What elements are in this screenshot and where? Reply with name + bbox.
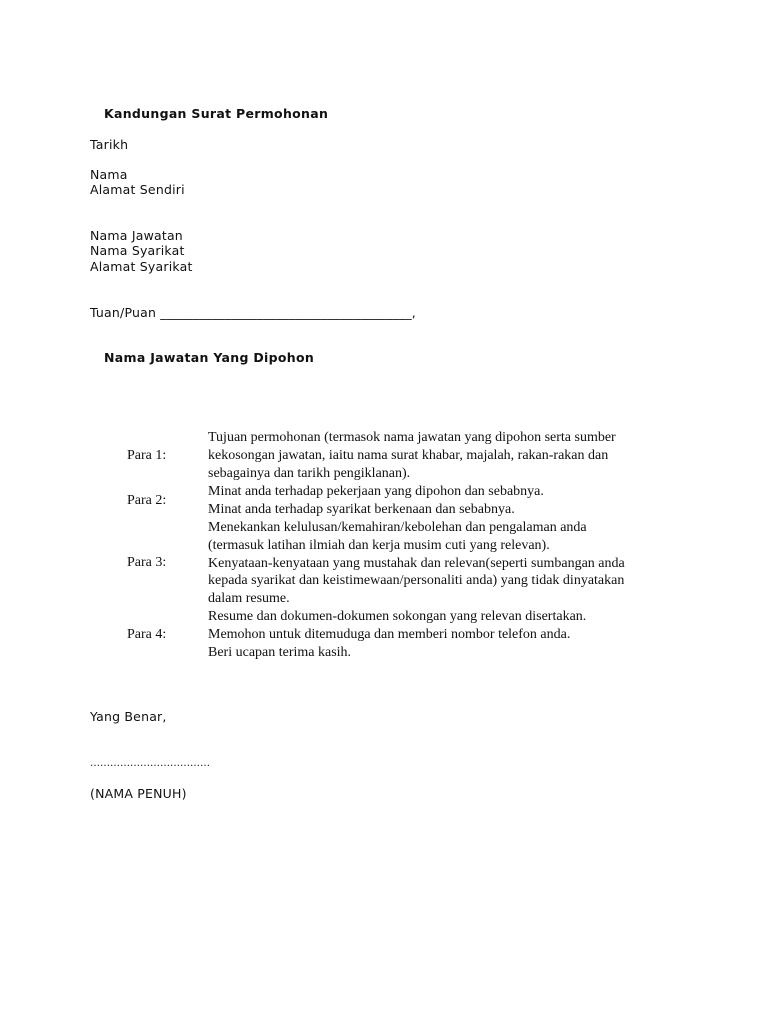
recipient-position-label: Nama Jawatan [90, 228, 183, 243]
para-3-line-5: dalam resume. [208, 591, 290, 607]
para-4-line-2: Memohon untuk ditemuduga dan memberi nombor telefon anda. [208, 626, 571, 642]
para-2-label: Para 2: [127, 493, 167, 508]
para-2-line-1: Minat anda terhadap pekerjaan yang dipohon dan sebabnya. [208, 484, 544, 499]
para-4-text [208, 608, 586, 661]
para-3-line-1: Menekankan kelulusan/kemahiran/kebolehan dan pengalaman anda [208, 520, 587, 535]
para-1-line-1: Tujuan permohonan (termasok nama jawatan yang dipohon serta sumber [208, 430, 616, 445]
para-4-line-1: Resume dan dokumen-dokumen sokongan yang relevan disertakan. [208, 609, 587, 624]
subject-line: Nama Jawatan Yang Dipohon [104, 350, 315, 365]
para-3-line-3: Kenyataan-kenyataan yang mustahak dan relevan(seperti sumbangan anda [208, 555, 625, 571]
para-1-line-3: sebagainya dan tarikh pengiklanan). [208, 465, 411, 481]
para-3-line-4: kepada syarikat dan keistimewaan/personaliti anda) yang tidak dinyatakan [208, 573, 625, 589]
para-1-label: Para 1: [127, 448, 167, 463]
full-name-label: (NAMA PENUH) [90, 786, 187, 801]
para-2-line-2: Minat anda terhadap syarikat berkenaan dan sebabnya. [208, 501, 515, 517]
para-3-line-2: (termasuk latihan ilmiah dan kerja musim cuti yang relevan). [208, 537, 550, 553]
signature-line: ……………………………… [90, 758, 210, 769]
para-4-label: Para 4: [127, 627, 167, 642]
date-label: Tarikh [90, 137, 129, 152]
recipient-company-label: Nama Syarikat [90, 243, 185, 258]
sender-address-label: Alamat Sendiri [90, 182, 185, 197]
para-3-label: Para 3: [127, 555, 167, 570]
para-3-text [208, 519, 625, 608]
salutation-line: Tuan/Puan _______________________________________, [90, 305, 416, 320]
para-1-line-2: kekosongan jawatan, iaitu nama surat khabar, majalah, rakan-rakan dan [208, 447, 609, 463]
para-1-text [208, 429, 616, 482]
para-4-line-3: Beri ucapan terima kasih. [208, 644, 352, 660]
sender-name-label: Nama [90, 167, 128, 182]
para-2-text [208, 483, 544, 519]
closing-line: Yang Benar, [90, 709, 167, 724]
recipient-company-address-label: Alamat Syarikat [90, 259, 193, 274]
document-heading: Kandungan Surat Permohonan [104, 106, 329, 121]
